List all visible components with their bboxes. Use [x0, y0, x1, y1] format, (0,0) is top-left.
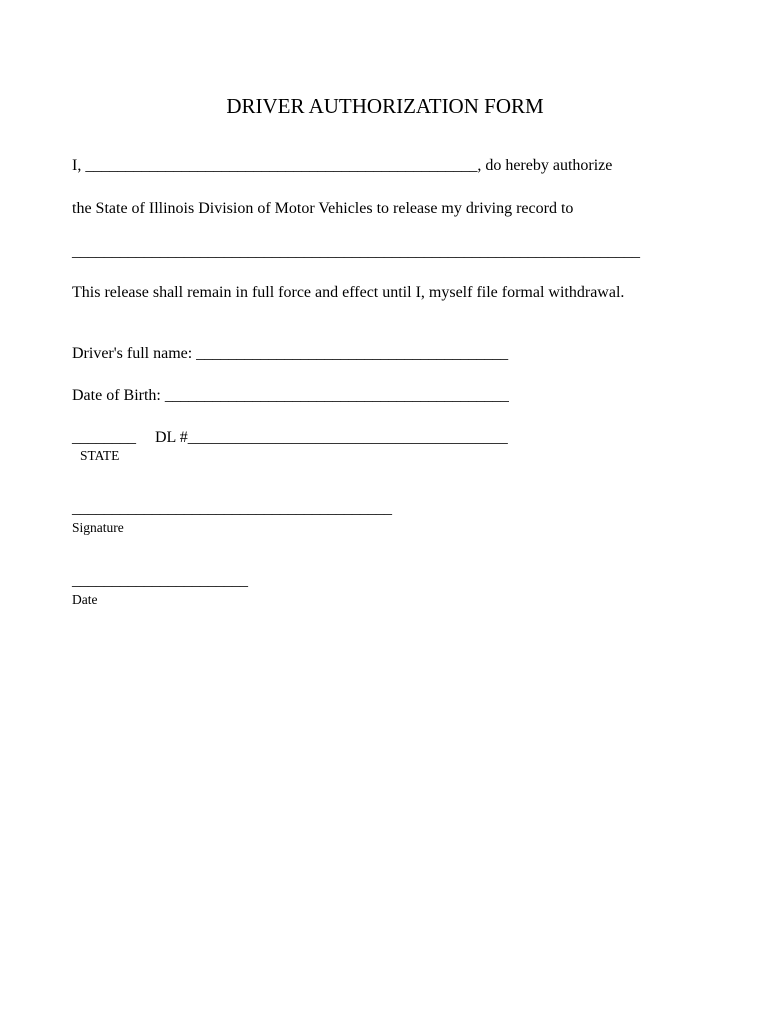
driver-full-name-field: Driver's full name: _______________________________________	[72, 345, 509, 362]
state-blank-line: ________	[72, 429, 136, 446]
signature-label: Signature	[72, 520, 124, 535]
date-of-birth-field: Date of Birth: ___________________________________________	[72, 387, 509, 404]
signature-line: ________________________________________	[72, 500, 392, 517]
form-title: DRIVER AUTHORIZATION FORM	[226, 94, 544, 118]
date-label: Date	[72, 592, 98, 607]
state-label: STATE	[80, 448, 120, 463]
release-statement: the State of Illinois Division of Motor Vehicles to release my driving record to	[72, 200, 574, 217]
authorize-statement: I, _________________________________________________, do hereby authorize	[72, 157, 613, 174]
withdrawal-statement: This release shall remain in full force and effect until I, myself file formal withdrawal.	[72, 284, 625, 301]
date-line: ______________________	[72, 572, 248, 589]
recipient-blank-line: _______________________________________________________________________	[72, 243, 640, 260]
dl-number-field: DL #________________________________________	[155, 429, 508, 446]
